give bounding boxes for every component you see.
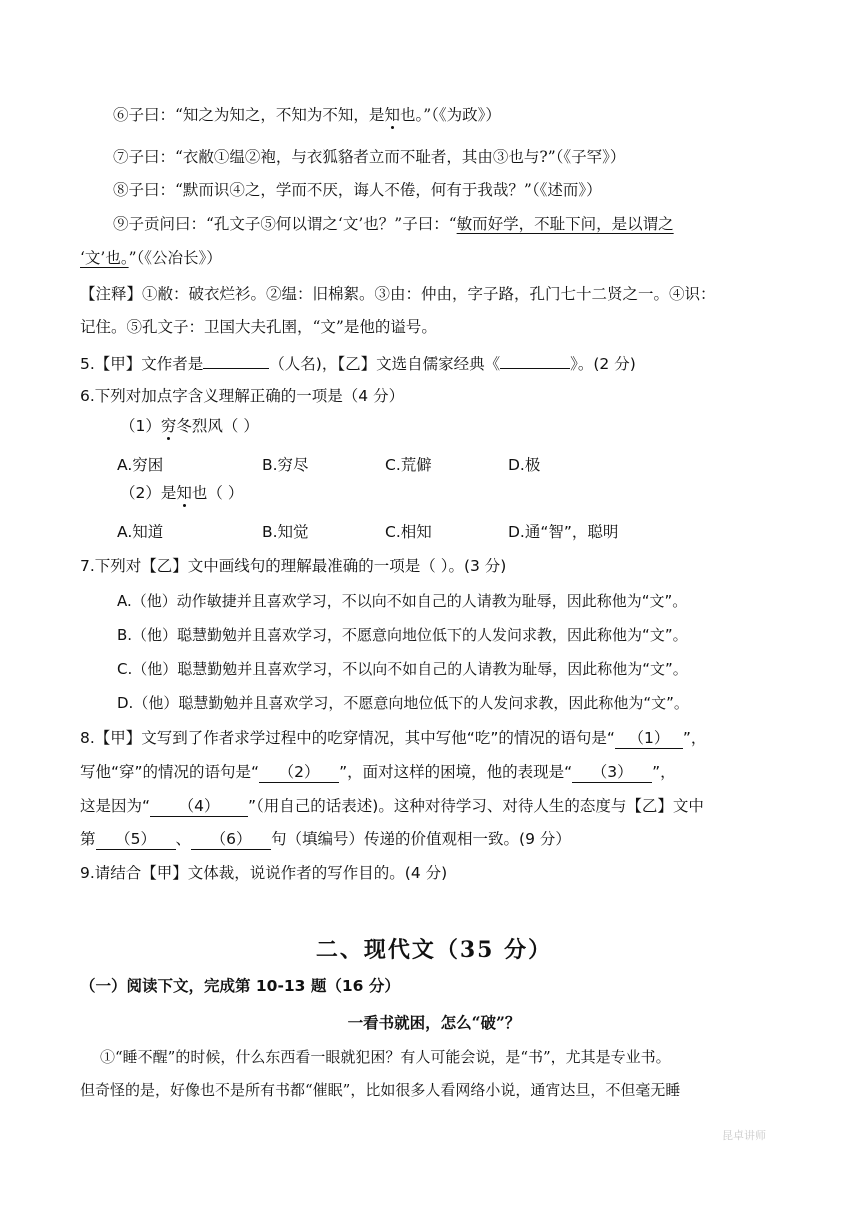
q8-text: 、 — [175, 830, 192, 848]
q5-text: 》。(2 分) — [570, 355, 636, 373]
q5-text: （人名)，【乙】文选自儒家经典《 — [269, 355, 501, 373]
notes-line-1: 【注释】①敝：破衣烂衫。②缊：旧棉絮。③由：仲由，字子路，孔门七十二贤之一。④识： — [80, 285, 716, 303]
option-a[interactable]: A.穷困 — [117, 456, 164, 474]
q8-text: ”，面对这样的困境，他的表现是“ — [339, 763, 573, 781]
classic-line-6 — [113, 105, 501, 125]
answer-blank-2[interactable]: （2） — [259, 762, 339, 783]
answer-blank-3[interactable]: （3） — [572, 762, 652, 783]
option-d[interactable]: D.极 — [508, 456, 541, 474]
option-c[interactable]: C.荒僻 — [385, 456, 432, 474]
option-d[interactable]: D.通“智”，聪明 — [508, 523, 619, 541]
q8-text: ”， — [652, 763, 676, 781]
underlined-sentence: 敏而好学，不耻下问，是以谓之 — [456, 215, 674, 233]
classic-line-8: ⑧子曰：“默而识④之，学而不厌，诲人不倦，何有于我哉？”（《述而》） — [113, 181, 602, 199]
article-para-1-line-1: ①“睡不醒”的时候，什么东西看一眼就犯困？有人可能会说，是“书”，尤其是专业书。 — [100, 1048, 671, 1066]
question-6-sub1 — [120, 416, 259, 436]
question-7-option-a[interactable]: A.（他）动作敏捷并且喜欢学习，不以向不如自己的人请教为耻辱，因此称他为“文”。 — [117, 592, 688, 610]
q8-text: ”（用自己的话表述)。这种对待学习、对待人生的态度与【乙】文中 — [248, 797, 704, 815]
answer-blank[interactable] — [500, 351, 570, 369]
answer-blank[interactable] — [203, 351, 269, 369]
option-b[interactable]: B.穷尽 — [262, 456, 309, 474]
question-8-line-4 — [80, 829, 571, 850]
option-c[interactable]: C.相知 — [385, 523, 432, 541]
option-a[interactable]: A.知道 — [117, 523, 164, 541]
sub-text: （1） — [120, 417, 161, 435]
watermark: 昆卓讲师 — [722, 1129, 766, 1142]
line-text: ⑥子曰：“知之为知之，不知为不知，是 — [113, 106, 385, 124]
answer-blank-6[interactable]: （6） — [191, 829, 271, 850]
sub-text: 冬烈风（ ） — [176, 417, 259, 435]
question-7-option-c[interactable]: C.（他）聪慧勤勉并且喜欢学习，不以向不如自己的人请教为耻辱，因此称他为“文”。 — [117, 660, 688, 678]
question-8-line-2 — [80, 762, 676, 783]
line-text: ”（《公冶长》） — [128, 249, 222, 267]
answer-blank-1[interactable]: （1） — [615, 728, 683, 749]
question-7-stem: 7.下列对【乙】文中画线句的理解最准确的一项是（ ）。(3 分) — [80, 557, 507, 575]
part-heading: （一）阅读下文，完成第 10-13 题（16 分） — [80, 977, 400, 995]
article-para-1-line-2: 但奇怪的是，好像也不是所有书都“催眠”，比如很多人看网络小说，通宵达旦，不但毫无睡 — [80, 1081, 681, 1099]
q8-text: ”， — [682, 729, 707, 747]
article-title: 一看书就困，怎么“破”？ — [347, 1013, 521, 1032]
question-8-line-1 — [80, 728, 706, 749]
question-7-option-d[interactable]: D.（他）聪慧勤勉并且喜欢学习，不愿意向地位低下的人发问求教，因此称他为“文”。 — [117, 694, 689, 712]
dotted-char: 知 — [384, 106, 400, 124]
underlined-sentence: ‘文’也。 — [80, 249, 129, 267]
classic-line-9 — [113, 214, 674, 234]
question-8-line-3 — [80, 796, 704, 817]
question-6-stem: 6.下列对加点字含义理解正确的一项是（4 分） — [80, 387, 405, 405]
notes-line-2: 记住。⑤孔文子：卫国大夫孔圉，“文”是他的谥号。 — [80, 318, 437, 336]
line-text: ⑨子贡问曰：“孔文子⑤何以谓之‘文’也？”子曰：“ — [113, 215, 457, 233]
line-text: 也。”（《为政》） — [399, 106, 501, 124]
answer-blank-4[interactable]: （4） — [150, 796, 248, 817]
q8-text: 写他“穿”的情况的语句是“ — [80, 763, 260, 781]
option-b[interactable]: B.知觉 — [262, 523, 309, 541]
question-7-option-b[interactable]: B.（他）聪慧勤勉并且喜欢学习，不愿意向地位低下的人发问求教，因此称他为“文”。 — [117, 626, 688, 644]
question-6-sub2 — [120, 483, 243, 503]
dotted-char: 知 — [176, 484, 192, 502]
question-5 — [80, 351, 636, 374]
sub-text: 也（ ） — [191, 484, 244, 502]
answer-blank-5[interactable]: （5） — [96, 829, 176, 850]
classic-line-7: ⑦子曰：“衣敝①缊②袍，与衣狐貉者立而不耻者，其由③也与?”（《子罕》） — [113, 148, 626, 166]
q8-text: 8.【甲】文写到了作者求学过程中的吃穿情况，其中写他“吃”的情况的语句是“ — [80, 729, 615, 747]
q8-text: 第 — [80, 830, 96, 848]
q8-text: 句（填编号）传递的价值观相一致。(9 分） — [271, 830, 571, 848]
q8-text: 这是因为“ — [80, 797, 151, 815]
section-title: 二、现代文（35 分） — [315, 937, 553, 963]
question-9: 9.请结合【甲】文体裁，说说作者的写作目的。(4 分) — [80, 864, 448, 882]
sub-text: （2）是 — [120, 484, 177, 502]
q5-text: 5.【甲】文作者是 — [80, 355, 204, 373]
dotted-char: 穷 — [160, 417, 177, 435]
classic-line-9-cont — [80, 248, 222, 268]
